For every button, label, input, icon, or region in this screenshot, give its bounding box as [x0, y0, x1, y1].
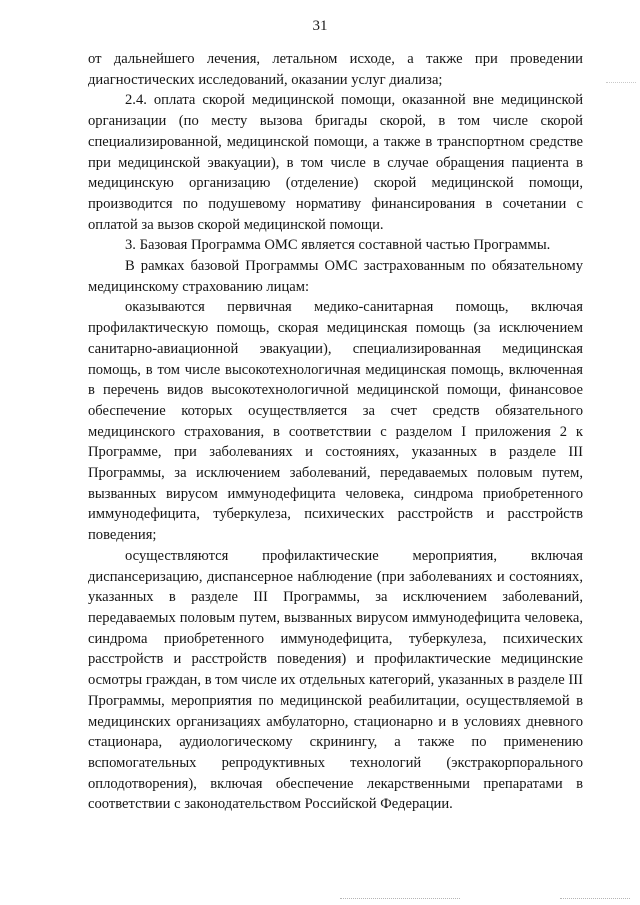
scan-artifact — [340, 898, 460, 901]
page-number: 31 — [312, 18, 328, 34]
paragraph-basic-program: 3. Базовая Программа ОМС является составной частью Программы. — [125, 237, 551, 254]
paragraph-preventive-measures: осуществляются профилактические мероприятия, включая диспансеризацию, диспансерное наблюдение (при заболеваниях и состояниях, указанных в разделе III Программы, за исключением заболеваний, передаваемых половым путем, вызванных вирусом иммунодефицита человека, синдрома приобретенного иммунодефицита, туберкулеза, психических расстройств и расстройств поведения) и профилактические медицинские осмотры граждан, в том числе их отдельных категорий, указанных в разделе III Программы, мероприятия по медицинской реабилитации, осуществляемой в медицинских организациях амбулаторно, стационарно и в условиях дневного стационара, аудиологическому скринингу, а также по применению вспомогательных репродуктивных технологий (экстракорпорального оплодотворения), включая обеспечение лекарственными препаратами в соответствии с законодательством Российской Федерации. — [88, 547, 583, 813]
paragraph-care-provided: оказываются первичная медико-санитарная помощь, включая профилактическую помощь, скорая медицинская помощь (за исключением санитарно-авиационной эвакуации), специализированная медицинская помощь, в том числе высокотехнологичная медицинская помощь, включенная в перечень видов высокотехнологичной медицинской помощи, финансовое обеспечение которых осуществляется за счет средств обязательного медицинского страхования, в соответствии с разделом I приложения 2 к Программе, при заболеваниях и состояниях, указанных в разделе III Программы, за исключением заболеваний, передаваемых половым путем, вызванных вирусом иммунодефицита человека, синдрома приобретенного иммунодефицита, туберкулеза, психических расстройств и расстройств поведения; — [88, 299, 583, 544]
paragraph-insured-persons: В рамках базовой Программы ОМС застрахованным по обязательному медицинскому страхованию лицам: — [88, 258, 583, 295]
paragraph-ambulance-payment: 2.4. оплата скорой медицинской помощи, оказанной вне медицинской организации (по месту вызова бригады скорой, в том числе скорой специализированной, медицинской помощи, а также в транспортном средстве при медицинской эвакуации), в том числе в случае обращения пациента в медицинскую организацию (отделение) скорой медицинской помощи, производится по подушевому нормативу финансирования в сочетании с оплатой за вызов скорой медицинской помощи. — [88, 92, 583, 233]
scan-artifact — [606, 82, 636, 83]
scan-artifact — [560, 898, 630, 901]
document-body — [88, 49, 583, 815]
paragraph-continuation: от дальнейшего лечения, летальном исходе, а также при проведении диагностических исследований, оказании услуг диализа; — [88, 51, 583, 88]
